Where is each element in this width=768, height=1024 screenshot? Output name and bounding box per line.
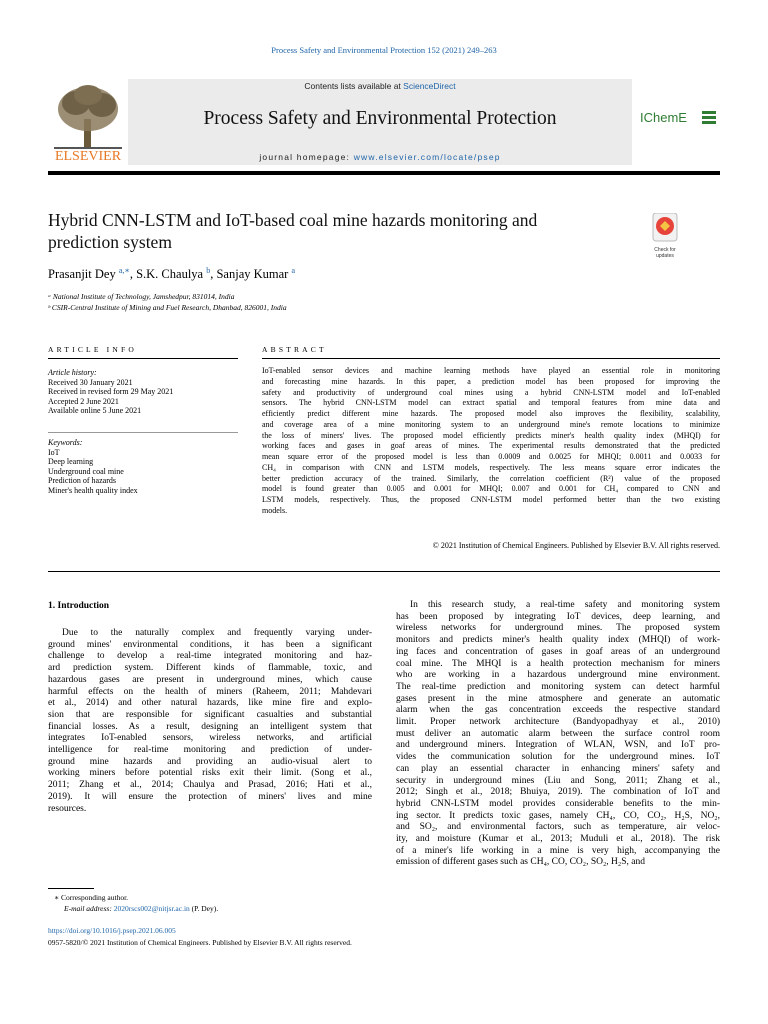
body-line: can play an essential character in enhancing miners' safety and xyxy=(396,763,720,774)
intro-column-1 xyxy=(48,628,372,815)
body-line: et al., 2014) and other natural hazards, like mine fire and explo- xyxy=(48,698,372,709)
body-line: working miners before potential risks exit their limit. (Song et al., xyxy=(48,768,372,779)
affiliation: ᵇ CSIR-Central Institute of Mining and Fuel Research, Dhanbad, 826001, India xyxy=(48,303,287,312)
body-line: The real-time prediction and monitoring system can detect harmful xyxy=(396,681,720,692)
info-divider xyxy=(48,432,238,433)
body-line: and underground miners. Integration of WLAN, WSN, and IoT pro- xyxy=(396,740,720,751)
body-line: and SO₂, and environmental factors, such as temperature, air veloc- xyxy=(396,822,720,833)
issn-line: 0957-5820/© 2021 Institution of Chemical Engineers. Published by Elsevier B.V. All rights reserved. xyxy=(48,938,352,947)
abstract-heading: ABSTRACT xyxy=(262,345,327,354)
body-line: security in underground mines (Liu and Song, 2011; Zhang et al., xyxy=(396,775,720,786)
body-line: ground mines' environmental conditions, it has been a significant xyxy=(48,639,372,650)
footnote-rule xyxy=(48,888,94,889)
body-line: limit. Proper network architecture (Bandyopadhyay et al., 2010) xyxy=(396,717,720,728)
body-line: sion that are responsible for significant casualties and substantial xyxy=(48,709,372,720)
body-line: emission of different gases such as CH₄, CO, CO₂, SO₂, H₂S, and xyxy=(396,857,645,868)
body-line: must deliver an automatic alarm between the surface control room xyxy=(396,728,720,739)
body-line: wireless networks for underground mines. The proposed system xyxy=(396,623,720,634)
journal-homepage: journal homepage: www.elsevier.com/locate/psep xyxy=(259,152,501,162)
body-line: has been proposed by integrating IoT devices, deep learning, and xyxy=(396,611,720,622)
body-line: intelligence for real-time monitoring and prediction of under- xyxy=(48,745,372,756)
body-line: hazardous gases are present in underground mines, which cause xyxy=(48,674,372,685)
body-rule xyxy=(48,571,720,572)
author-name[interactable]: Sanjay Kumar xyxy=(216,267,289,282)
body-line: resources. xyxy=(48,803,87,814)
abstract-rule xyxy=(262,358,720,359)
body-line: Due to the naturally complex and frequently varying under- xyxy=(62,628,372,638)
body-line: ing faces and concentration of gases in goaf areas of an underground xyxy=(396,646,720,657)
body-line: In this research study, a real-time safety and monitoring system xyxy=(410,600,720,610)
author-list: Prasanjit Dey $^{a,∗}$, S.K. Chaulya $^b$, Sanjay Kumar $^a$ xyxy=(48,266,296,282)
homepage-link[interactable]: www.elsevier.com/locate/psep xyxy=(353,152,501,162)
crossmark-icon xyxy=(645,213,685,243)
icheme-badge-icon xyxy=(702,109,718,125)
body-line: coal mine. The MHQI is a health protection mechanism for miners xyxy=(396,658,720,669)
author-name[interactable]: S.K. Chaulya xyxy=(136,267,204,282)
body-line: 2012; Singh et al., 2018; Bhuiya, 2019). The combination of IoT and xyxy=(396,787,720,798)
journal-title: Process Safety and Environmental Protection xyxy=(203,108,557,129)
footnote-email: E-mail address: 2020rscs002@nitjsr.ac.in (P. Dey). xyxy=(64,904,219,913)
body-line: integrates IoT-enabled sensors, wireless networks, and artificial xyxy=(48,733,372,744)
body-line: hybrid CNN-LSTM model provides considerable benefits to the min- xyxy=(396,798,720,809)
body-line: financial losses. As a result, designing an intelligent system that xyxy=(48,721,372,732)
body-line: challenge to develop a real-time integrated monitoring and haz- xyxy=(48,651,372,662)
abstract-copyright: © 2021 Institution of Chemical Engineers. Published by Elsevier B.V. All rights reserved. xyxy=(432,541,720,550)
body-line: alarm when the gas concentration exceeds the respective standard xyxy=(396,705,720,716)
body-line: ity, and moisture (Kumar et al., 2013; Muduli et al., 2018). The risk xyxy=(396,834,720,845)
body-line: 2019). It will ensure the protection of miners' lives and mine xyxy=(48,791,372,802)
body-line: vides the communication solution for the underground mines. IoT xyxy=(396,752,720,763)
body-line: ground mine hazards and providing an audio-visual alert to xyxy=(48,756,372,767)
article-title: Hybrid CNN-LSTM and IoT-based coal mine hazards monitoring and prediction system xyxy=(48,210,538,252)
elsevier-wordmark: ELSEVIER xyxy=(54,149,122,164)
article-history: Article history: Received 30 January 2021 Received in revised form 29 May 2021 Accepted 2 June 2021 Available online 5 June 2021 xyxy=(48,368,174,416)
section-heading: 1. Introduction xyxy=(48,601,110,611)
body-line: ing sector. It predicts toxic gases, namely CH₄, CO, CO₂, H₂S, NO₂, xyxy=(396,810,720,821)
doi-link[interactable]: https://doi.org/10.1016/j.psep.2021.06.005 xyxy=(48,926,176,935)
body-line: gases present in the mine atmosphere and generate an automatic xyxy=(396,693,720,704)
info-rule xyxy=(48,358,238,359)
contents-line: Contents lists available at ScienceDirect xyxy=(304,81,456,91)
icheme-logo[interactable] xyxy=(632,79,720,165)
header-rule xyxy=(48,171,720,175)
journal-citation[interactable]: Process Safety and Environmental Protection 152 (2021) 249–263 xyxy=(271,45,497,55)
crossmark-badge[interactable] xyxy=(645,213,685,259)
elsevier-logo[interactable] xyxy=(48,79,128,165)
footnote-corresponding: ∗ Corresponding author. xyxy=(54,893,129,902)
body-line: monitors and predicts miner's health quality index (MHQI) of work- xyxy=(396,635,720,646)
keywords: Keywords: IoT Deep learning Underground coal mine Prediction of hazards Miner's health quality index xyxy=(48,438,138,495)
body-line: who are working in a hazardous underground mine environment. xyxy=(396,670,720,681)
body-line: harmful effects on the health of miners (Raheem, 2011; Mahdevari xyxy=(48,686,372,697)
sciencedirect-link[interactable]: ScienceDirect xyxy=(403,81,456,91)
author-name[interactable]: Prasanjit Dey xyxy=(48,267,116,282)
body-line: ard prediction system. Different kinds of flammable, toxic, and xyxy=(48,663,372,674)
body-line: of a miner's life working in a mine is very high, accompanying the xyxy=(396,845,720,856)
intro-column-2 xyxy=(396,600,720,869)
affiliation: ᵃ National Institute of Technology, Jamshedpur, 831014, India xyxy=(48,292,235,301)
crossmark-label: Check for updates xyxy=(654,247,676,259)
abstract-text: IoT-enabled sensor devices and machine learning methods have played an essential role in monitoring and forecasting mine hazards. In this paper, a prediction model has been proposed for improving the safety and productivity of underground coal mines using a hybrid CNN-LSTM model and IoT-enabled sensors. The hybrid CNN-LSTM model can extract spatial and temporal features from mine data and efficiently predict different mine hazards. The proposed model also improves the flexibility, scalability, and coverage area of a mine monitoring system to an underground mine's remote locations to minimize the loss of miners' lives. The proposed model efficiently predicts miner's health quality index (MHQI) for working faces and gases in goaf areas of mines. The experimental results demonstrated that the predicted mean square error of the proposed model is less than 0.0009 and 0.0025 for MHQI; 0.0011 and 0.0033 for CH₄ in comparison with CNN and LSTM models, respectively. The less means square error indicates the better prediction accuracy of the trained. Similarly, the correlation coefficient (R²) value of the proposed model is found greater than 0.005 and 0.001 for MHQI; 0.007 and 0.001 for CH₄ compared to CNN and LSTM models, respectively. Thus, the proposed CNN-LSTM model performed better than the two existing models. xyxy=(262,366,720,515)
email-link[interactable]: 2020rscs002@nitjsr.ac.in xyxy=(113,904,190,913)
article-info-heading: ARTICLE INFO xyxy=(48,345,137,354)
body-line: 2011; Zhang et al., 2014; Chaulya and Prasad, 2016; Hati et al., xyxy=(48,780,372,791)
icheme-wordmark: IChemE xyxy=(640,110,687,125)
